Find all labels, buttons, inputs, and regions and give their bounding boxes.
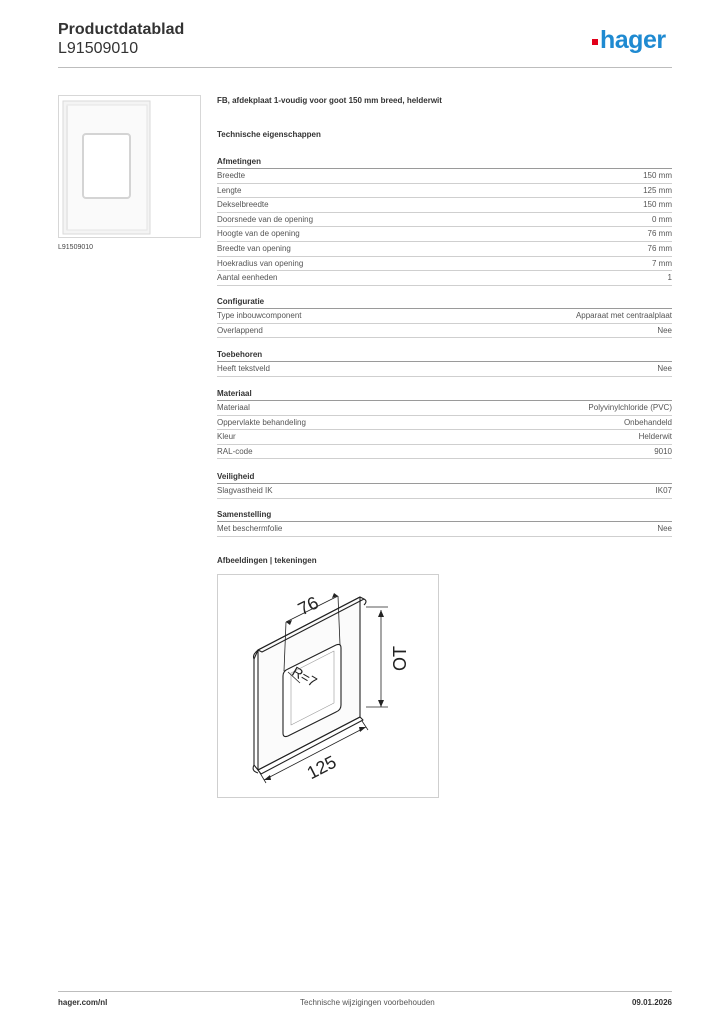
row-value: 7 mm (652, 258, 672, 268)
product-thumbnail (58, 95, 201, 238)
row-label: Met beschermfolie (217, 524, 283, 533)
row-value: 1 (667, 273, 672, 283)
technical-drawing (217, 574, 439, 798)
row-label: Doorsnede van de opening (217, 214, 314, 224)
product-description: FB, afdekplaat 1-voudig voor goot 150 mm breed, helderwit (217, 96, 442, 105)
section-title: Configuratie (217, 294, 672, 309)
header-divider (58, 67, 672, 68)
row-value: 125 mm (643, 185, 672, 195)
logo-dot-icon (592, 39, 598, 45)
logo-text: hager (600, 26, 666, 54)
row-value: 9010 (654, 446, 672, 456)
table-row (217, 257, 672, 272)
footer-date: 09.01.2026 (631, 998, 672, 1007)
row-value: 150 mm (643, 171, 672, 180)
table-row (217, 324, 672, 339)
section-samenstelling (217, 507, 672, 537)
row-label: Dekselbreedte (217, 200, 269, 210)
section-title: Afmetingen (217, 154, 672, 169)
images-title: Afbeeldingen | tekeningen (217, 556, 317, 565)
table-row (217, 309, 672, 324)
section-toebehoren (217, 347, 672, 377)
table-row (217, 213, 672, 228)
table-row (217, 484, 672, 499)
dimension-radius-label: R=7 (289, 663, 320, 690)
row-label: Overlappend (217, 325, 263, 335)
section-veiligheid (217, 469, 672, 499)
dimension-length-label: 125 (303, 751, 340, 784)
row-value: Nee (657, 364, 672, 373)
footer-divider (58, 991, 672, 992)
table-row (217, 169, 672, 184)
table-row (217, 522, 672, 537)
table-row (217, 242, 672, 257)
row-value: Nee (657, 325, 672, 335)
row-value: 76 mm (647, 243, 672, 253)
row-label: Type inbouwcomponent (217, 311, 302, 320)
table-row (217, 445, 672, 460)
row-label: Aantal eenheden (217, 273, 278, 283)
cover-plate-image (59, 96, 200, 237)
table-row (217, 184, 672, 199)
row-label: Kleur (217, 432, 236, 442)
section-title: Veiligheid (217, 469, 672, 484)
table-row (217, 430, 672, 445)
row-label: Breedte (217, 171, 246, 180)
row-value: 150 mm (643, 200, 672, 210)
row-label: Lengte (217, 185, 242, 195)
footer-note: Technische wijzigingen voorbehouden (300, 998, 435, 1007)
row-label: Hoogte van de opening (217, 229, 300, 239)
document-title: Productdatablad (58, 21, 185, 38)
table-row (217, 198, 672, 213)
section-configuratie (217, 294, 672, 338)
table-row (217, 401, 672, 416)
section-materiaal (217, 386, 672, 459)
section-title: Samenstelling (217, 507, 672, 522)
row-value: Polyvinylchloride (PVC) (588, 403, 672, 412)
dimension-height-label: OT (390, 646, 410, 671)
row-value: Onbehandeld (623, 417, 672, 427)
footer-website-link[interactable]: hager.com/nl (58, 998, 108, 1007)
section-title: Toebehoren (217, 347, 672, 362)
row-label: Heeft tekstveld (217, 364, 270, 373)
row-label: Hoekradius van opening (217, 258, 304, 268)
thumbnail-caption: L91509010 (58, 244, 94, 251)
table-row (217, 271, 672, 286)
row-label: RAL-code (217, 446, 253, 456)
section-afmetingen (217, 154, 672, 286)
document-product-code: L91509010 (58, 40, 139, 57)
row-label: Materiaal (217, 403, 250, 412)
row-value: Apparaat met centraalplaat (575, 311, 672, 320)
row-value: IK07 (655, 486, 672, 495)
row-label: Breedte van opening (217, 243, 291, 253)
table-row (217, 362, 672, 377)
dimension-width-label: 76 (294, 592, 322, 620)
row-value: Helderwit (638, 432, 672, 442)
row-value: Nee (657, 524, 672, 533)
row-label: Oppervlakte behandeling (217, 417, 306, 427)
table-row (217, 416, 672, 431)
row-label: Slagvastheid IK (217, 486, 273, 495)
cover-plate-drawing (218, 575, 438, 797)
row-value: 76 mm (647, 229, 672, 239)
technical-properties-title: Technische eigenschappen (217, 130, 321, 139)
table-row (217, 227, 672, 242)
hager-logo (592, 26, 666, 55)
section-title: Materiaal (217, 386, 672, 401)
row-value: 0 mm (652, 214, 672, 224)
